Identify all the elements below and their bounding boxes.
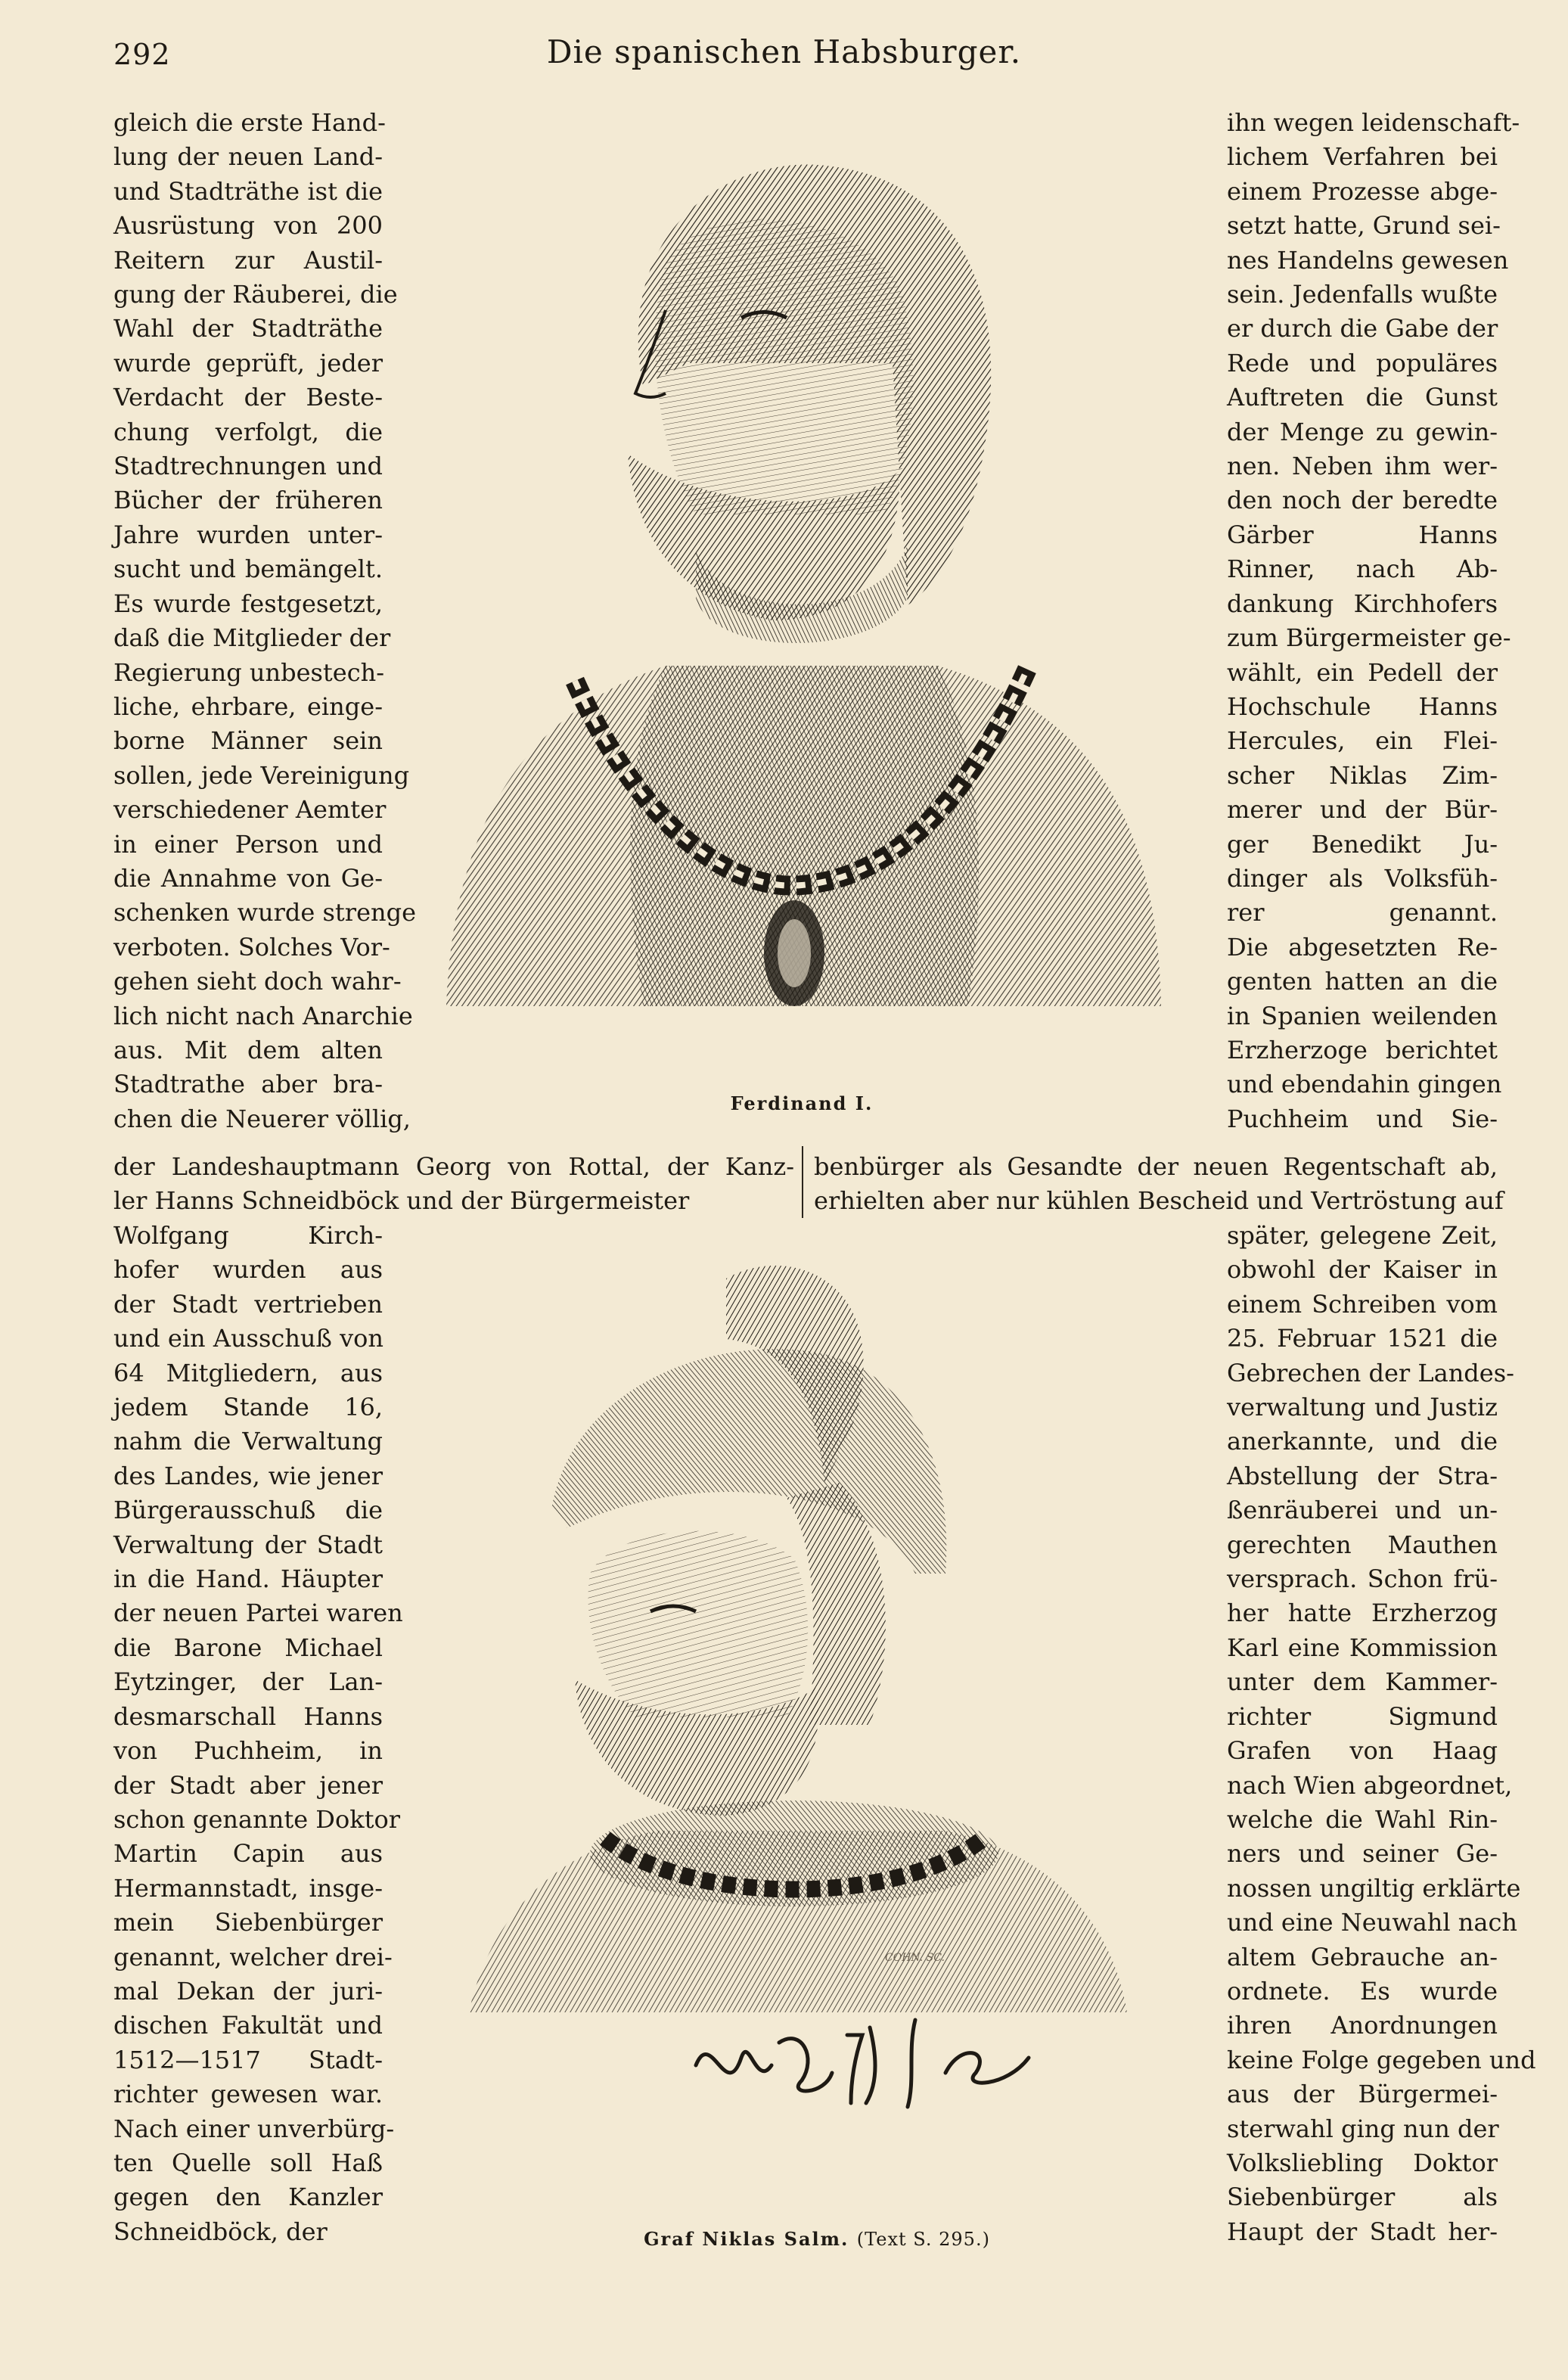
text-line: erhielten aber nur kühlen Bescheid und Vertröstung auf xyxy=(814,1186,1504,1216)
text-line: ihren Anordnungen xyxy=(1227,2011,1498,2040)
ferdinand-portrait xyxy=(439,136,1165,1052)
text-line: richter Sigmund xyxy=(1227,1701,1498,1731)
text-line: nossen ungiltig erklärte xyxy=(1227,1873,1521,1903)
text-line: Stadtrechnungen und xyxy=(113,452,383,481)
text-line: nes Handelns gewesen xyxy=(1227,245,1509,275)
text-line: einem Schreiben vom xyxy=(1227,1289,1498,1319)
text-line: altem Gebrauche an- xyxy=(1227,1942,1498,1971)
text-line: genten hatten an die xyxy=(1227,967,1498,996)
text-line: in die Hand. Häupter xyxy=(113,1564,383,1594)
text-line: schenken wurde strenge xyxy=(113,898,417,927)
text-line: Auftreten die Gunst xyxy=(1227,383,1498,412)
text-line: lich nicht nach Anarchie xyxy=(113,1001,413,1030)
text-line: der Stadt aber jener xyxy=(113,1770,383,1800)
text-line: Volksliebling Doktor xyxy=(1227,2148,1498,2177)
text-line: gegen den Kanzler xyxy=(113,2183,383,2212)
text-line: der Stadt vertrieben xyxy=(113,1289,383,1319)
text-line: sterwahl ging nun der xyxy=(1227,2114,1499,2143)
text-line: borne Männer sein xyxy=(113,726,383,756)
text-line: dinger als Volksfüh- xyxy=(1227,863,1498,893)
text-line: verboten. Solches Vor- xyxy=(113,932,390,962)
text-line: gerechten Mauthen xyxy=(1227,1530,1498,1559)
column-divider xyxy=(802,1146,803,1218)
figure-caption-ferdinand: Ferdinand I. xyxy=(730,1092,874,1114)
text-line: Siebenbürger als xyxy=(1227,2183,1498,2212)
text-line: daß die Mitglieder der xyxy=(113,623,391,653)
text-line: dankung Kirchhofers xyxy=(1227,589,1498,618)
text-line: der Menge zu gewin- xyxy=(1227,417,1498,446)
text-line: Puchheim und Sie- xyxy=(1227,1104,1498,1133)
text-line: Hermannstadt, insge- xyxy=(113,1873,383,1903)
text-line: Schneidböck, der xyxy=(113,2217,328,2246)
text-line: Ausrüstung von 200 xyxy=(113,211,383,241)
portrait-engraving-salm-helmet-icon xyxy=(461,1256,1142,2111)
text-line: aus der Bürgermei- xyxy=(1227,2080,1498,2109)
text-line: ler Hanns Schneidböck und der Bürgermeister xyxy=(113,1186,690,1216)
text-line: 64 Mitgliedern, aus xyxy=(113,1358,383,1387)
text-line: sollen, jede Vereinigung xyxy=(113,760,410,790)
text-line: jedem Stande 16, xyxy=(113,1393,383,1422)
text-line: später, gelegene Zeit, xyxy=(1227,1221,1498,1250)
text-line: dischen Fakultät und xyxy=(113,2011,383,2040)
text-line: unter dem Kammer- xyxy=(1227,1667,1498,1697)
text-line: desmarschall Hanns xyxy=(113,1701,383,1731)
text-line: den noch der beredte xyxy=(1227,486,1498,515)
text-line: Abstellung der Stra- xyxy=(1227,1461,1498,1490)
text-column-right-top xyxy=(1227,106,1520,1136)
text-line: die Barone Michael xyxy=(113,1633,383,1662)
text-line: ßenräuberei und un- xyxy=(1227,1496,1498,1525)
text-column-right-bottom xyxy=(1227,1219,1536,2249)
text-line: Hercules, ein Flei- xyxy=(1227,726,1498,756)
text-line: merer und der Bür- xyxy=(1227,795,1498,825)
text-line: und eine Neuwahl nach xyxy=(1227,1908,1518,1937)
text-line: schon genannte Doktor xyxy=(113,1804,401,1834)
text-line: Hochschule Hanns xyxy=(1227,691,1498,721)
text-line: welche die Wahl Rin- xyxy=(1227,1804,1498,1834)
text-line: ners und seiner Ge- xyxy=(1227,1839,1498,1869)
text-line: Gärber Hanns xyxy=(1227,520,1498,549)
text-line: chung verfolgt, die xyxy=(113,417,383,446)
text-column-left-bottom xyxy=(113,1219,403,2249)
text-line: er durch die Gabe der xyxy=(1227,314,1498,343)
text-line: liche, ehrbare, einge- xyxy=(113,691,383,721)
text-line: und ebendahin gingen xyxy=(1227,1070,1502,1099)
text-line: und ein Ausschuß von xyxy=(113,1324,384,1353)
text-line: Bürgerausschuß die xyxy=(113,1496,383,1525)
text-line: die Annahme von Ge- xyxy=(113,863,383,893)
text-line: in einer Person und xyxy=(113,829,383,859)
text-line: zum Bürgermeister ge- xyxy=(1227,623,1511,653)
text-column-left-top xyxy=(113,106,417,1136)
text-span-right xyxy=(814,1150,1504,1219)
text-line: verschiedener Aemter xyxy=(113,795,387,825)
portrait-engraving-ferdinand-icon xyxy=(439,136,1165,1052)
text-line: Wolfgang Kirch- xyxy=(113,1221,383,1250)
engraver-mark: COHN. SC. xyxy=(885,1952,945,1964)
text-line: Verwaltung der Stadt xyxy=(113,1530,383,1559)
text-line: Die abgesetzten Re- xyxy=(1227,932,1498,962)
text-line: gung der Räuberei, die xyxy=(113,280,398,309)
text-line: Martin Capin aus xyxy=(113,1839,383,1869)
text-line: anerkannte, und die xyxy=(1227,1427,1498,1456)
text-line: Es wurde festgesetzt, xyxy=(113,589,383,618)
text-line: Wahl der Stadträthe xyxy=(113,314,383,343)
text-line: ten Quelle soll Haß xyxy=(113,2148,383,2177)
text-line: Grafen von Haag xyxy=(1227,1736,1498,1766)
text-line: einem Prozesse abge- xyxy=(1227,176,1498,206)
text-line: der Landeshauptmann Georg von Rottal, der Kanz- xyxy=(113,1152,794,1181)
text-line: obwohl der Kaiser in xyxy=(1227,1255,1498,1285)
text-line: benbürger als Gesandte der neuen Regentschaft ab, xyxy=(814,1152,1498,1181)
text-line: richter gewesen war. xyxy=(113,2080,383,2109)
text-line: ordnete. Es wurde xyxy=(1227,1976,1498,2006)
text-line: wurde geprüft, jeder xyxy=(113,348,383,378)
text-line: von Puchheim, in xyxy=(113,1736,383,1766)
caption-title: Graf Niklas Salm. xyxy=(644,2228,849,2250)
text-line: Verdacht der Beste- xyxy=(113,383,383,412)
text-line: Eytzinger, der Lan- xyxy=(113,1667,383,1697)
text-line: nahm die Verwaltung xyxy=(113,1427,383,1456)
running-title: Die spanischen Habsburger. xyxy=(546,33,1022,70)
text-line: Gebrechen der Landes- xyxy=(1227,1358,1514,1387)
text-line: Haupt der Stadt her- xyxy=(1227,2217,1498,2246)
page-number: 292 xyxy=(113,38,171,71)
text-line: Bücher der früheren xyxy=(113,486,383,515)
text-line: der neuen Partei waren xyxy=(113,1599,403,1628)
text-line: Regierung unbestech- xyxy=(113,657,385,687)
text-line: nach Wien abgeordnet, xyxy=(1227,1770,1513,1800)
text-line: Rede und populäres xyxy=(1227,348,1498,378)
text-line: des Landes, wie jener xyxy=(113,1461,383,1490)
text-line: mein Siebenbürger xyxy=(113,1908,383,1937)
text-line: gehen sieht doch wahr- xyxy=(113,967,402,996)
text-line: Karl eine Kommission xyxy=(1227,1633,1498,1662)
text-line: sucht und bemängelt. xyxy=(113,555,383,584)
text-line: her hatte Erzherzog xyxy=(1227,1599,1498,1628)
text-line: sein. Jedenfalls wußte xyxy=(1227,280,1498,309)
text-line: Stadtrathe aber bra- xyxy=(113,1070,383,1099)
text-line: keine Folge gegeben und xyxy=(1227,2045,1536,2074)
text-line: versprach. Schon frü- xyxy=(1227,1564,1498,1594)
text-line: mal Dekan der juri- xyxy=(113,1976,383,2006)
text-line: Rinner, nach Ab- xyxy=(1227,555,1498,584)
text-line: ihn wegen leidenschaft- xyxy=(1227,108,1520,137)
text-line: Reitern zur Austil- xyxy=(113,245,383,275)
signature-icon xyxy=(688,2012,1044,2111)
text-line: lichem Verfahren bei xyxy=(1227,142,1498,172)
text-line: Erzherzoge berichtet xyxy=(1227,1035,1498,1064)
text-line: hofer wurden aus xyxy=(113,1255,383,1285)
salm-portrait xyxy=(461,1256,1142,2111)
text-line: setzt hatte, Grund sei- xyxy=(1227,211,1501,241)
text-line: genannt, welcher drei- xyxy=(113,1942,393,1971)
text-span-left xyxy=(113,1150,794,1219)
text-line: chen die Neuerer völlig, xyxy=(113,1104,411,1133)
text-line: in Spanien weilenden xyxy=(1227,1001,1498,1030)
text-line: 25. Februar 1521 die xyxy=(1227,1324,1498,1353)
text-line: 1512—1517 Stadt- xyxy=(113,2045,383,2074)
text-line: Nach einer unverbürg- xyxy=(113,2114,395,2143)
text-line: und Stadträthe ist die xyxy=(113,176,383,206)
figure-caption-salm xyxy=(575,2228,1059,2250)
text-line: rer genannt. xyxy=(1227,898,1498,927)
text-line: nen. Neben ihm wer- xyxy=(1227,452,1498,481)
text-line: Jahre wurden unter- xyxy=(113,520,383,549)
text-line: gleich die erste Hand- xyxy=(113,108,386,137)
text-line: lung der neuen Land- xyxy=(113,142,383,172)
text-line: ger Benedikt Ju- xyxy=(1227,829,1498,859)
text-line: scher Niklas Zim- xyxy=(1227,760,1498,790)
caption-reference: (Text S. 295.) xyxy=(856,2229,990,2250)
text-line: aus. Mit dem alten xyxy=(113,1035,383,1064)
text-line: verwaltung und Justiz xyxy=(1227,1393,1498,1422)
text-line: wählt, ein Pedell der xyxy=(1227,657,1498,687)
